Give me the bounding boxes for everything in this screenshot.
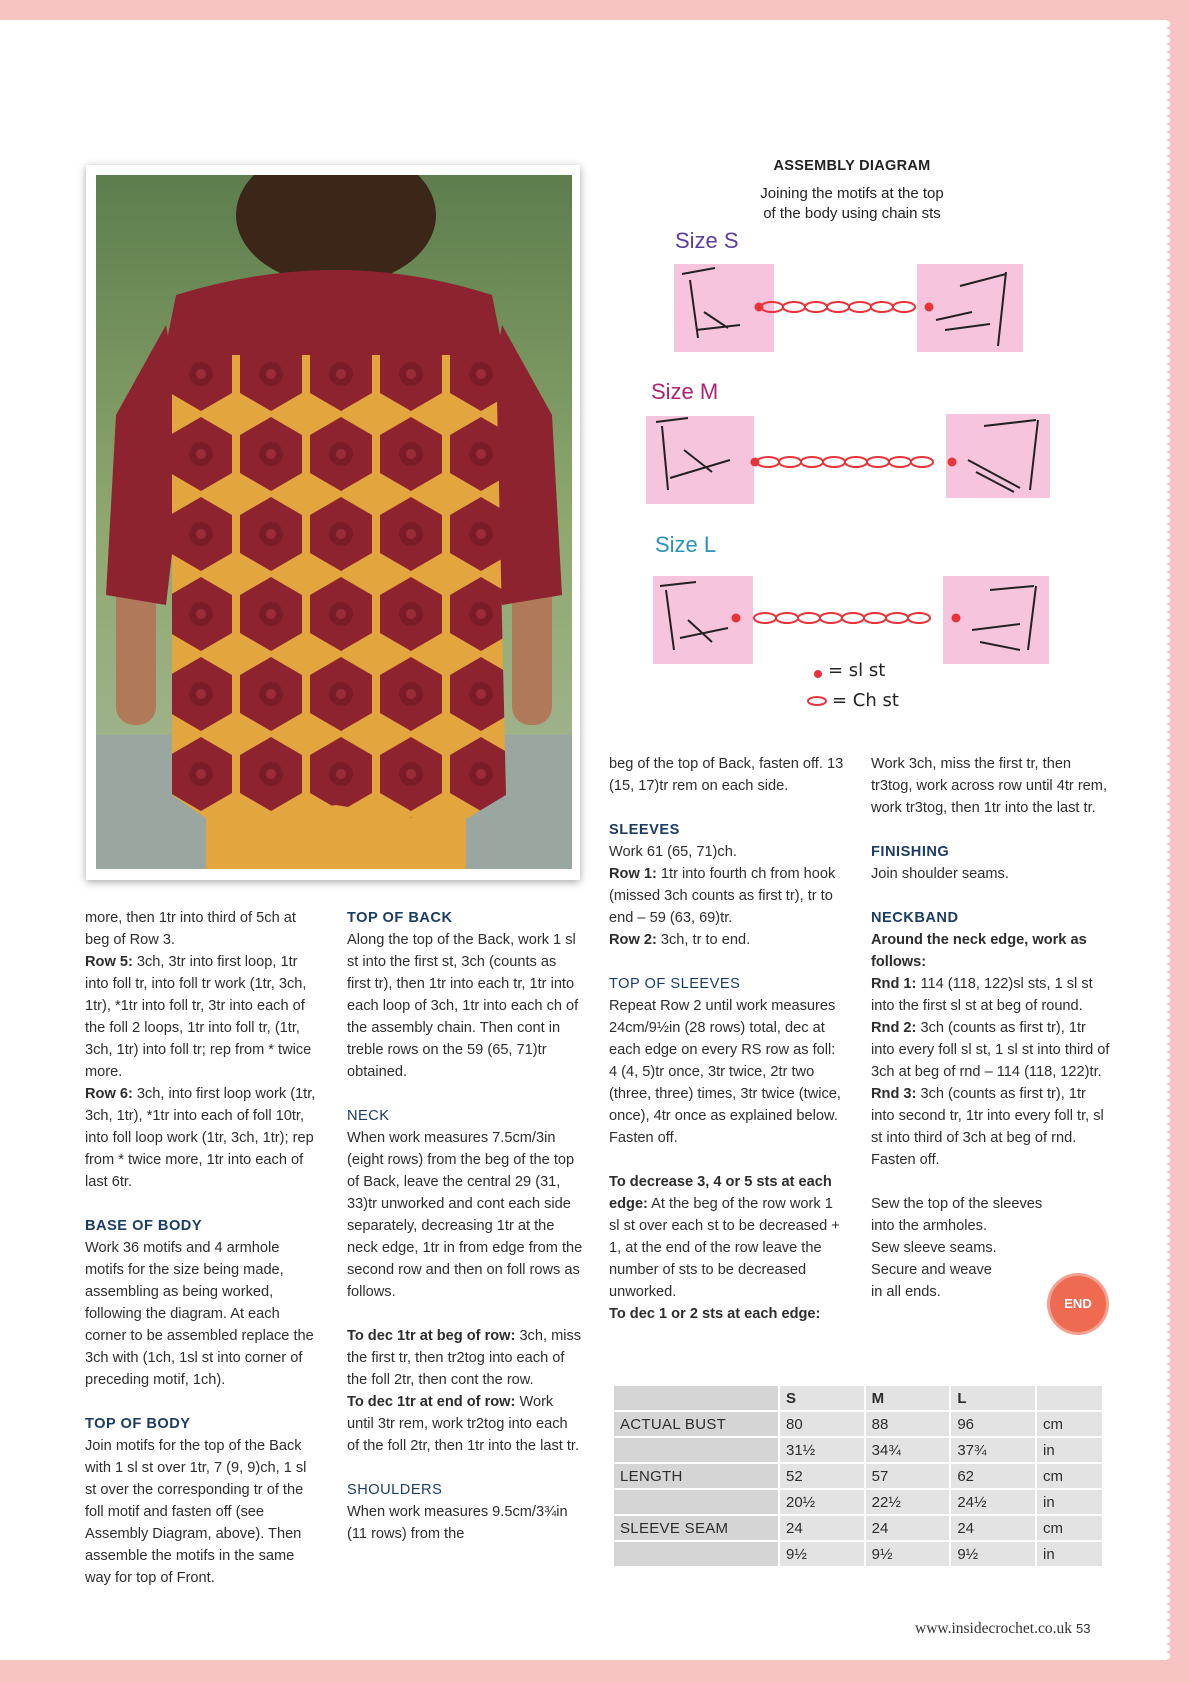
section-heading: BASE OF BODY [85,1218,203,1234]
diagram-subtitle: Joining the motifs at the top of the body using chain sts [760,185,944,222]
table-header-row: S M L [614,1386,1102,1410]
section-heading: FINISHING [871,844,950,860]
paragraph: Join motifs for the top of the Back with 1 sl st over 1tr, 7 (9, 9)ch, 1 sl st over the corresponding tr of the foll motif and fasten off (see Assembly Diagram, above). Then assemble the motifs in the same way for top of Front. [85,1438,307,1586]
paragraph: beg of the top of Back, fasten off. 13 (15, 17)tr rem on each side. [609,756,844,794]
paragraph: To decrease 3, 4 or 5 sts at each edge: At the beg of the row work 1 sl st over each st to be decreased + 1, at the end of the row leave the number of sts to be decreased unworked. [609,1174,840,1300]
paragraph: Around the neck edge, work as follows: [871,932,1087,970]
paragraph: Sew the top of the sleeves [871,1196,1043,1212]
table-row: 9½ 9½ 9½ in [614,1542,1102,1566]
paragraph: Secure and weave [871,1262,992,1278]
paragraph: Work 3ch, miss the first tr, then tr3tog, work across row until 4tr rem, work tr3tog, then 1tr into the last tr. [871,756,1108,816]
page-number: 53 [1075,1621,1091,1636]
section-heading: TOP OF BACK [347,910,453,926]
paragraph: in all ends. [871,1284,941,1300]
size-l-assembly [653,576,1049,664]
paragraph: To dec 1 or 2 sts at each edge: [609,1306,821,1322]
ch-st-symbol [808,697,826,705]
paragraph: Rnd 3: 3ch (counts as first tr), 1tr into second tr, 1tr into every foll tr, sl st into third of 3ch at beg of rnd. [871,1086,1104,1146]
legend-ch-st: = Ch st [832,690,899,711]
table-row: LENGTH 52 57 62 cm [614,1464,1102,1488]
paragraph: Row 5: 3ch, 3tr into first loop, 1tr into foll tr, into foll tr work (1tr, 3ch, 1tr), *1tr into foll tr, 3tr into each of the foll 2 loops, 1tr into foll tr, (1tr, 3ch, 1tr) into foll tr; rep from * twice more. [85,954,312,1080]
section-heading: TOP OF BODY [85,1416,191,1432]
paragraph: Fasten off. [609,1130,678,1146]
size-l-label: Size L [655,532,717,557]
paragraph: Fasten off. [871,1152,940,1168]
text-column-4 [871,753,1111,1303]
assembly-diagram [600,250,1080,710]
paragraph: into the armholes. [871,1218,988,1234]
paragraph: Work 36 motifs and 4 armhole motifs for the size being made, assembling as being worked, following the diagram. At each corner to be assembled replace the 3ch with (1ch, 1sl st into corner of preceding motif, 1ch). [85,1240,314,1388]
text-column-3 [609,753,847,1325]
paragraph: Row 2: 3ch, tr to end. [609,932,751,948]
end-badge: END [1050,1276,1106,1332]
section-heading: NECK [347,1108,390,1124]
table-row: 20½ 22½ 24½ in [614,1490,1102,1514]
scalloped-border [1167,20,1175,1660]
diagram-title: ASSEMBLY DIAGRAM [773,158,931,174]
website-url[interactable]: www.insidecrochet.co.uk [915,1620,1072,1637]
paragraph: Join shoulder seams. [871,866,1009,882]
table-row: ACTUAL BUST 80 88 96 cm [614,1412,1102,1436]
section-heading: SLEEVES [609,822,680,838]
sl-st-symbol [814,670,822,678]
cardigan-back-illustration [96,175,572,869]
paragraph: Repeat Row 2 until work measures 24cm/9½in (28 rows) total, dec at each edge on every RS row as foll: 4 (4, 5)tr once, 3tr twice, 2tr two (three, three) times, 3tr twice (twice, once), 4tr once as explained below. [609,998,841,1124]
table-row: 31½ 34¾ 37¾ in [614,1438,1102,1462]
text-column-2 [347,907,583,1545]
section-heading: TOP OF SLEEVES [609,976,741,992]
garment-photo-frame [86,165,580,880]
paragraph: Sew sleeve seams. [871,1240,997,1256]
paragraph: To dec 1tr at end of row: Work until 3tr rem, work tr2tog into each of the foll 2tr, then 1tr into the last tr. [347,1394,580,1454]
paragraph: When work measures 9.5cm/3¾in (11 rows) from the [347,1504,568,1542]
paragraph: Rnd 2: 3ch (counts as first tr), 1tr into every foll sl st, 1 sl st into third of 3ch at beg of rnd – 114 (118, 122)tr. [871,1020,1110,1080]
table-row: SLEEVE SEAM 24 24 24 cm [614,1516,1102,1540]
paragraph: Work 61 (65, 71)ch. [609,844,737,860]
paragraph: Row 6: 3ch, into first loop work (1tr, 3ch, 1tr), *1tr into each of foll 10tr, into foll loop work (1tr, 3ch, 1tr); rep from * twice more, 1tr into each of last 6tr. [85,1086,316,1190]
garment-photo [96,175,572,869]
size-m-label: Size M [651,379,719,404]
size-s-assembly [674,264,1023,352]
paragraph: To dec 1tr at beg of row: 3ch, miss the first tr, then tr2tog into each of the foll 2tr, then cont the row. [347,1328,582,1388]
section-heading: SHOULDERS [347,1482,443,1498]
page-footer [915,1620,1090,1638]
size-s-label: Size S [675,228,739,253]
paragraph: Row 1: 1tr into fourth ch from hook (missed 3ch counts as first tr), tr to end – 59 (63, 69)tr. [609,866,836,926]
paragraph: Along the top of the Back, work 1 sl st into the first st, 3ch (counts as first tr), then 1tr into each tr, 1tr into each loop of 3ch, 1tr into each ch of the assembly chain. Then cont in treble rows on the 59 (65, 71)tr obtained. [347,932,579,1080]
section-heading: NECKBAND [871,910,959,926]
size-m-assembly [646,414,1050,504]
paragraph: more, then 1tr into third of 5ch at beg of Row 3. [85,910,296,948]
text-column-1 [85,907,321,1589]
measurements-table [612,1384,1104,1568]
legend-sl-st: = sl st [828,660,886,681]
paragraph: When work measures 7.5cm/3in (eight rows) from the beg of the top of Back, leave the central 29 (31, 33)tr unworked and cont each side separately, decreasing 1tr at the neck edge, 1tr in from edge from the second row and then on foll rows as follows. [347,1130,583,1300]
paragraph: Rnd 1: 114 (118, 122)sl sts, 1 sl st into the first sl st at beg of round. [871,976,1093,1014]
